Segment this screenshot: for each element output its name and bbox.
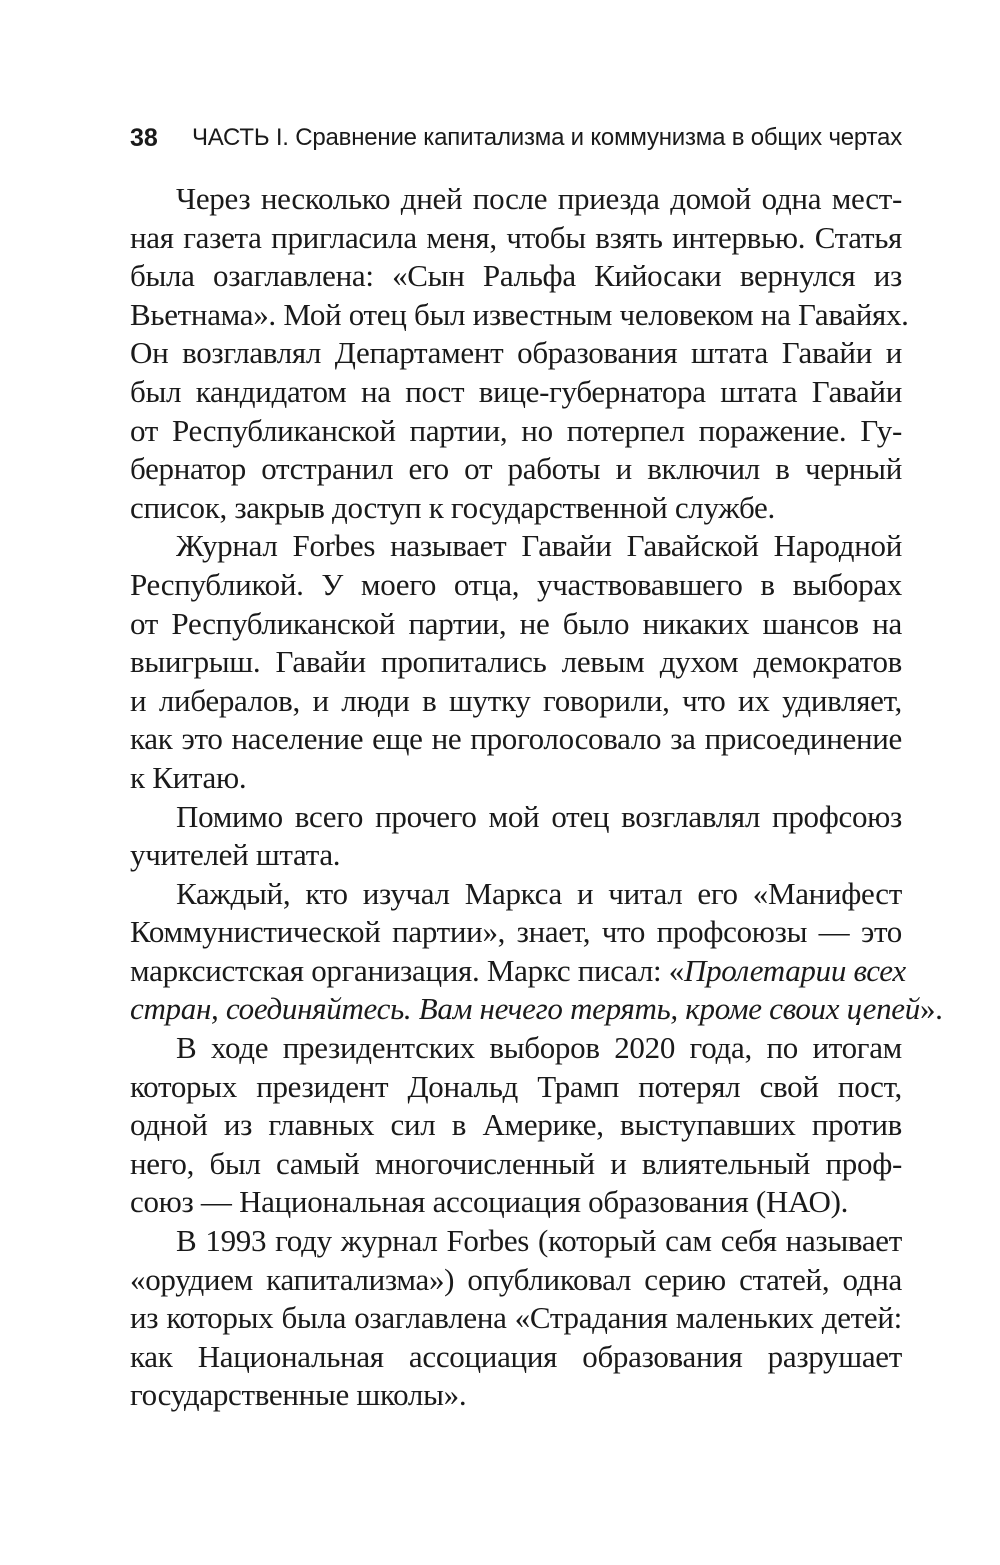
text-line: бернатор отстранил его от работы и включил в черный [130,451,902,487]
text-line: из которых была озаглавлена «Страдания маленьких детей: [130,1300,902,1336]
paragraph [130,1029,902,1222]
text-line: Республикой. У моего отца, участвовавшего в выборах [130,566,902,602]
text-line: учителей штата. [130,837,341,873]
paragraph [130,875,943,1029]
text-line: Он возглавлял Департамент образования штата Гавайи и [130,335,902,371]
text-line: список, закрыв доступ к государственной службе. [130,489,775,525]
text-line: которых президент Дональд Трамп потерял свой пост, [130,1068,902,1104]
italic-quote: стран, соединяйтесь. Вам нечего терять, кроме своих цепей [130,991,920,1027]
text-line: была озаглавлена: «Сын Ральфа Кийосаки вернулся из [130,258,902,294]
text-line: государственные школы». [130,1377,467,1413]
text-line: от Республиканской партии, не было никаких шансов на [130,605,902,641]
text-line: был кандидатом на пост вице-губернатора штата Гавайи [130,373,902,409]
text-line: Помимо всего прочего мой отец возглавлял профсоюз [176,798,902,834]
page-number: 38 [130,124,158,152]
text-line: «орудием капитализма») опубликовал серию статей, одна [130,1261,902,1297]
page-header [130,118,902,158]
paragraph [130,180,909,527]
text-line: выигрыш. Гавайи пропитались левым духом демократов [130,644,902,680]
text-line: к Китаю. [130,759,247,795]
text-line: него, был самый многочисленный и влиятельный проф- [130,1145,902,1181]
text-line [130,990,943,1029]
italic-quote: Пролетарии всех [684,952,906,988]
text-line: Через несколько дней после приезда домой одна мест- [176,181,902,216]
paragraph [130,1222,902,1415]
plain-text: марксистская организация. Маркс писал: « [130,952,685,988]
text-line: ная газета пригласила меня, чтобы взять интервью. Статья [130,219,902,255]
text-line: союз — Национальная ассоциация образования (НАО). [130,1184,849,1220]
paragraph [130,798,902,875]
body-text [130,180,943,1415]
text-line: и либералов, и люди в шутку говорили, что их удивляет, [130,682,902,718]
text-line: от Республиканской партии, но потерпел поражение. Гу- [130,412,902,448]
running-head: ЧАСТЬ I. Сравнение капитализма и коммунизма в общих чертах [191,124,902,151]
text-line: как это население еще не проголосовало за присоединение [130,721,902,757]
plain-text: ». [919,991,943,1027]
text-line: Вьетнама». Мой отец был известным человеком на Гавайях. [130,296,909,332]
text-line: Коммунистической партии», знает, что профсоюзы — это [130,914,902,950]
paragraph [130,527,902,797]
text-line: Каждый, кто изучал Маркса и читал его «Манифест [176,875,902,911]
text-line: Журнал Forbes называет Гавайи Гавайской Народной [176,528,902,564]
text-line: как Национальная ассоциация образования разрушает [130,1338,902,1374]
text-line: одной из главных сил в Америке, выступавших против [130,1107,902,1143]
text-line: В 1993 году журнал Forbes (который сам себя называет [176,1223,902,1259]
text-line: В ходе президентских выборов 2020 года, по итогам [176,1030,902,1066]
text-line [130,952,906,991]
